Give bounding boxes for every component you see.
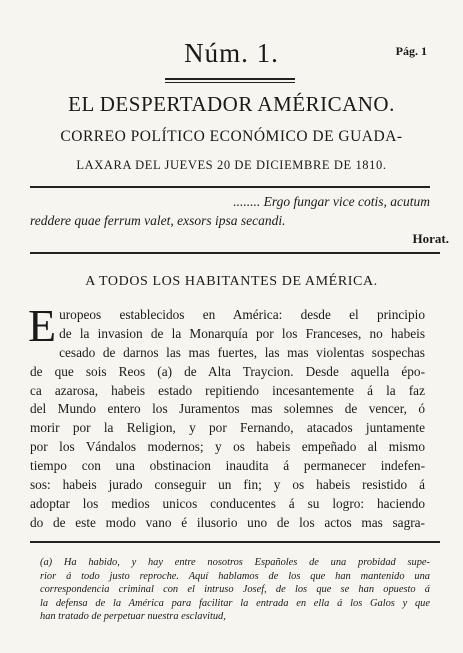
epigraph-line-2: reddere quae ferrum valet, exsors ipsa secandi.	[30, 213, 286, 228]
drop-cap: E	[28, 300, 57, 351]
body-line: del Mundo entero los Juramentos mas solemnes de vencer, ó	[30, 401, 425, 417]
epigraph-bottom-rule	[30, 252, 440, 254]
epigraph-line-1: ........ Ergo fungar vice cotis, acutum	[233, 194, 430, 209]
epigraph-author: Horat.	[412, 231, 449, 246]
epigraph-top-rule	[30, 186, 430, 188]
issue-underline-thin	[165, 82, 295, 83]
body-line: uropeos establecidos en América: desde el principio	[59, 307, 425, 322]
issue-number: Núm. 1.	[184, 38, 279, 68]
footnote	[40, 556, 430, 624]
body-line: de la invasion de la Monarquía por los Franceses, no habeis	[59, 325, 425, 341]
footnote-line: (a) Ha habido, y hay entre nosotros Españoles de una probidad supe-	[40, 557, 430, 568]
body-line: do de este modo vano é ilusorio uno de los actos mas sagra-	[30, 514, 425, 530]
newspaper-title: EL DESPERTADOR AMÉRICANO.	[68, 92, 395, 116]
body-line: sos: habeis jurado conseguir un fin; y os habeis resistido á	[30, 477, 425, 493]
body-line: cesado de darnos las mas fuertes, las mas violentas sospechas	[59, 344, 425, 360]
page-number: Pág. 1	[395, 44, 427, 58]
footnote-rule	[30, 541, 440, 543]
body-line: por los Vándalos modernos; y os habeis empeñado al mismo	[30, 439, 425, 455]
article-body	[28, 300, 425, 533]
issue-underline-thick	[165, 78, 295, 80]
footnote-line: han tratado de perpetuar nuestra esclavitud,	[40, 611, 226, 622]
body-line: tiempo con una obstinacion inaudita á permanecer indefen-	[30, 458, 425, 474]
newspaper-subtitle: CORREO POLÍTICO ECONÓMICO DE GUADA-	[60, 128, 403, 145]
body-line: adoptar los medios unicos conducentes á su logro: haciendo	[30, 495, 425, 511]
footnote-line: correspondencia criminal con el intruso Josef, de los que se han opuesto á	[40, 584, 430, 595]
footnote-line: la defensa de la América para facilitar la entrada en ella á los Galos y que	[40, 597, 430, 609]
dateline: LAXARA DEL JUEVES 20 DE DICIEMBRE DE 1810.	[76, 158, 387, 172]
article-heading: A TODOS LOS HABITANTES DE AMÉRICA.	[85, 274, 378, 289]
footnote-line: rior á todo justo reproche. Aquí hablamos de los que han mantenido una	[40, 570, 430, 582]
body-line: ca azarosa, habeis estado repitiendo incesantemente á la faz	[30, 382, 425, 398]
body-line: morir por la Religion, y por Fernando, atacados juntamente	[30, 420, 425, 436]
body-line: de que sois Reos (a) de Alta Traycion. Desde aquella épo-	[30, 363, 425, 379]
